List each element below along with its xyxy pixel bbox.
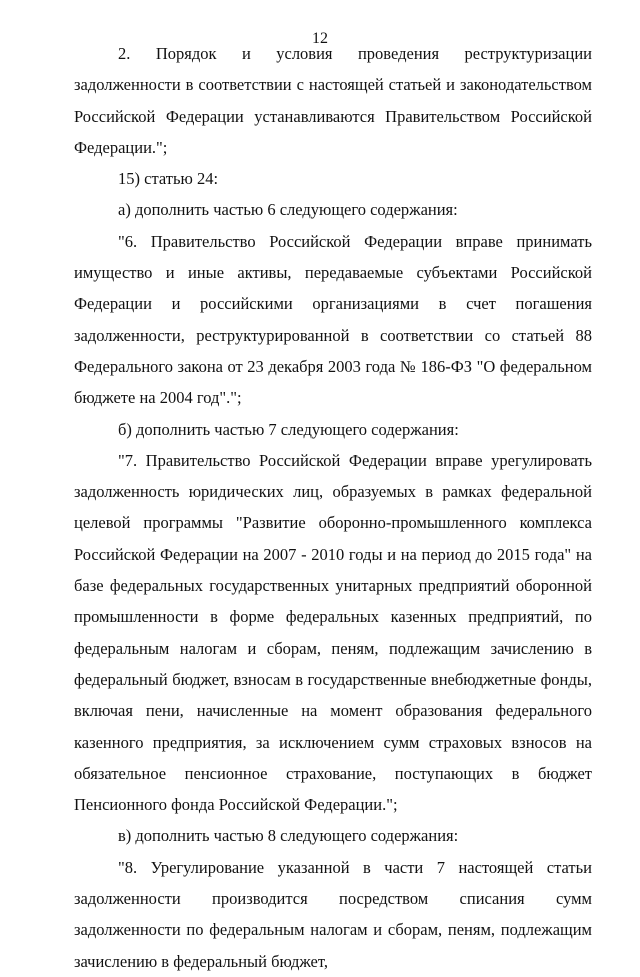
paragraph-restructuring-procedure: 2. Порядок и условия проведения реструктуризации задолженности в соответствии с настоящей статьей и законодательством Российской Федерации устанавливаются Правительством Российской Федерации."; [74,44,592,157]
paragraph-part-7: "7. Правительство Российской Федерации вправе урегулировать задолженность юридических лиц, образуемых в рамках федеральной целевой программы "Развитие оборонно-промышленного комплекса Российской Федерации на 2007 - 2010 годы и на период до 2015 года" на базе федеральных государственных унитарных предприятий оборонной промышленности в форме федеральных казенных предприятий, по федеральным налогам и сборам, пеням, подлежащим зачислению в федеральный бюджет, взносам в государственные внебюджетные фонды, включая пени, начисленные на момент образования федерального казенного предприятия, за исключением сумм страховых взносов на обязательное пенсионное страхование, поступающих в бюджет Пенсионного фонда Российской Федерации."; [74,450,592,815]
paragraph-amendment-a: а) дополнить частью 6 следующего содержания: [118,200,458,220]
paragraph-amendment-b: б) дополнить частью 7 следующего содержания: [118,419,459,439]
paragraph-part-8: "8. Урегулирование указанной в части 7 настоящей статьи задолженности производится посредством списания сумм задолженности по федеральным налогам и сборам, пеням, подлежащим зачислению в федеральный бюджет, [74,857,592,971]
paragraph-amendment-c: в) дополнить частью 8 следующего содержания: [118,826,459,846]
document-body [74,38,592,977]
page-number: 12 [312,30,328,47]
paragraph-article-24-heading: 15) статью 24: [118,169,219,189]
paragraph-part-6: "6. Правительство Российской Федерации вправе принимать имущество и иные активы, передаваемые субъектами Российской Федерации и российскими организациями в счет погашения задолженности, реструктурированной в соответствии со статьей 88 Федерального закона от 23 декабря 2003 года № 186-ФЗ "О федеральном бюджете на 2004 год"."; [74,231,592,408]
